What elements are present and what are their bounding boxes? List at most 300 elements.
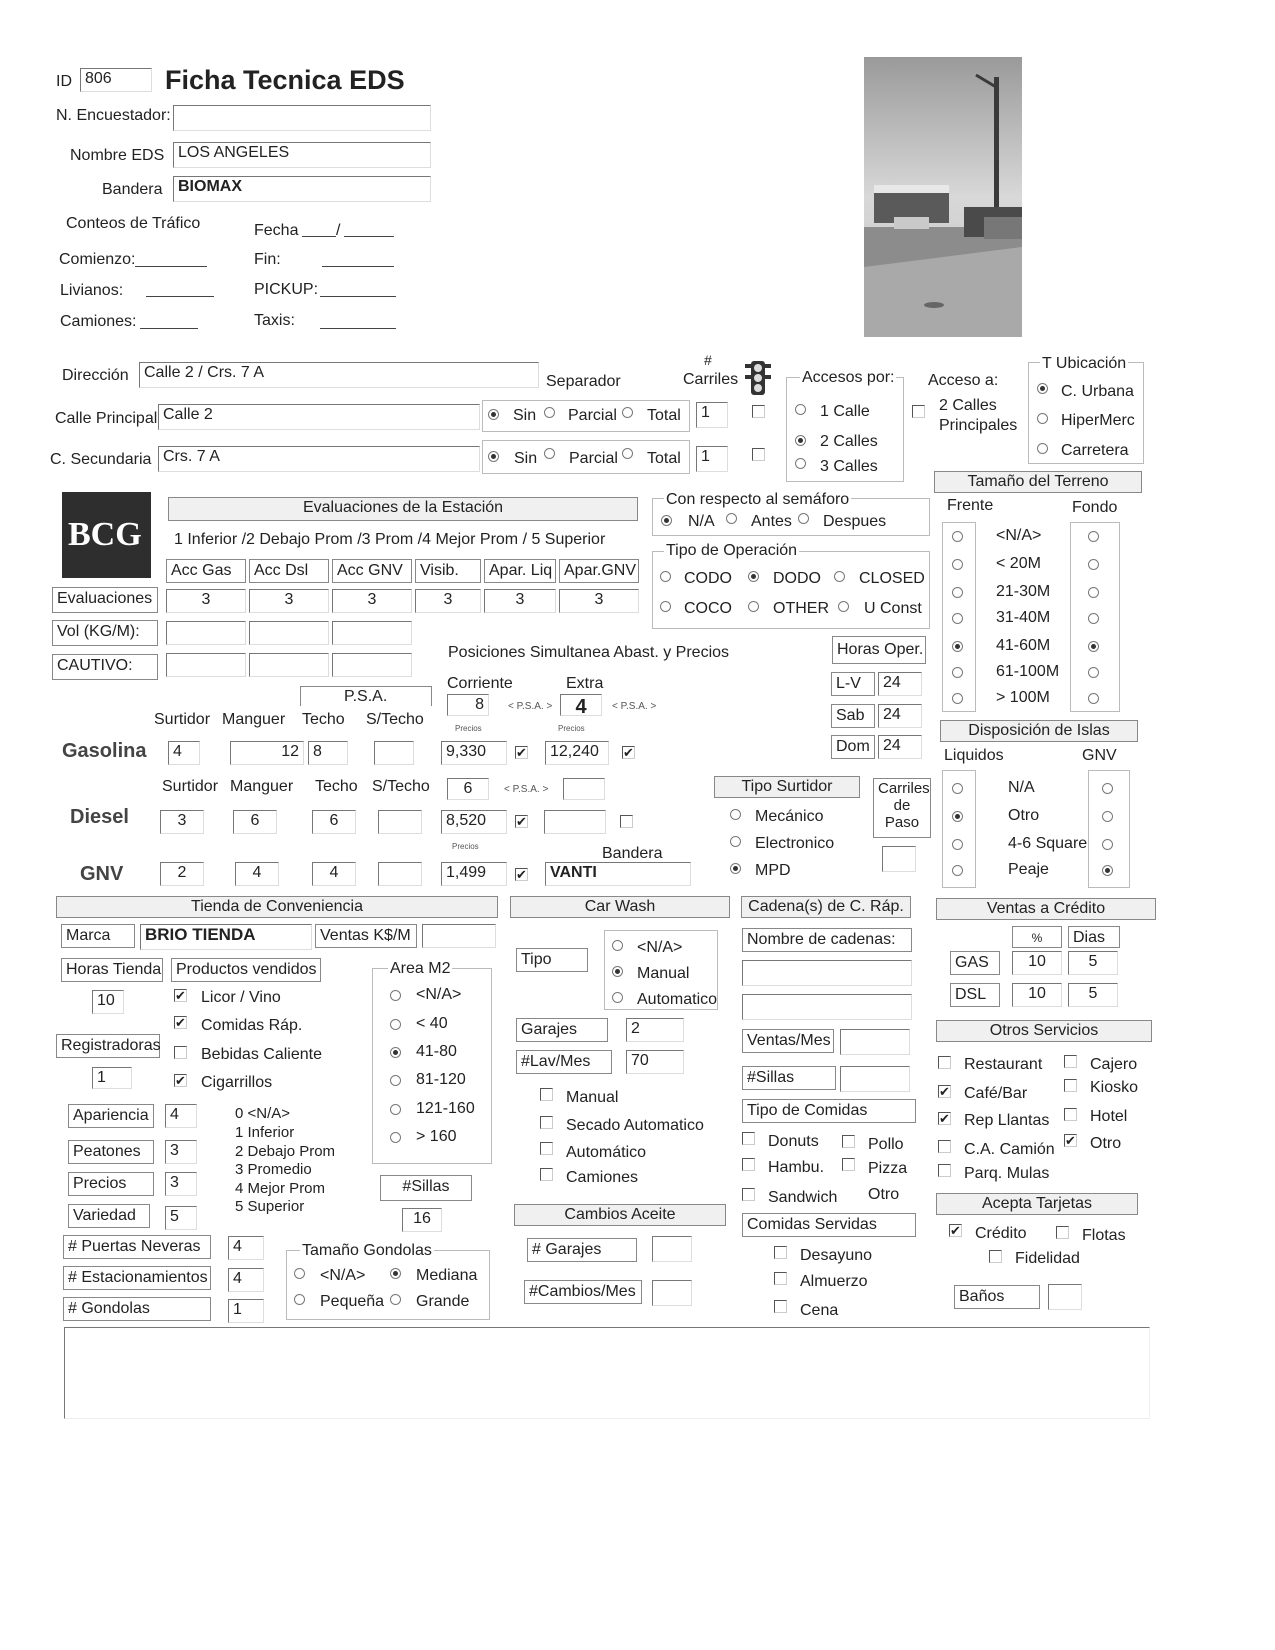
terreno-header: Tamaño del Terreno: [934, 471, 1142, 493]
carwash-type-manual-label: Manual: [566, 1089, 619, 1106]
operacion-uconst-radio[interactable]: [838, 601, 849, 612]
comida-pizza-checkbox[interactable]: [842, 1158, 855, 1171]
separador-principal-total-radio[interactable]: [622, 407, 633, 418]
horas-lv-field[interactable]: 24: [878, 672, 922, 696]
area-m2-radio[interactable]: [390, 990, 401, 1001]
servicio-camion-checkbox[interactable]: [938, 1140, 951, 1153]
operacion-closed-label: CLOSED: [859, 570, 925, 587]
extra-precio-checkbox[interactable]: ✔: [623, 745, 634, 760]
carwash-automatico-radio[interactable]: [612, 992, 623, 1003]
cambios-mes-label: #Cambios/Mes: [524, 1280, 642, 1304]
semaforo-title: Con respecto al semáforo: [666, 491, 850, 508]
separador-secundaria-total-label: Total: [647, 450, 681, 467]
accesos-2-calles-radio[interactable]: [795, 435, 806, 446]
islas-liquidos-radio[interactable]: [952, 839, 963, 850]
gnv-stecho-field[interactable]: [378, 862, 422, 886]
terreno-fondo-radio[interactable]: [1088, 693, 1099, 704]
servida-almuerzo-label: Almuerzo: [800, 1273, 868, 1290]
page-title: Ficha Tecnica EDS: [165, 65, 405, 95]
vol-acc-gas-field[interactable]: [166, 621, 246, 645]
gasolina-techo-field[interactable]: 8: [308, 741, 348, 765]
carriles-paso-field[interactable]: [882, 846, 916, 872]
cadenas-sillas-field[interactable]: [840, 1066, 910, 1092]
cautivo-acc-gas-field[interactable]: [166, 653, 246, 677]
acceso-a-title: Acceso a:: [928, 372, 999, 389]
tienda-scale-text: 5 Superior: [235, 1198, 305, 1215]
apariencia-label: Apariencia: [68, 1104, 154, 1128]
fin-line[interactable]: [322, 266, 394, 267]
tipo-surtidor-header: Tipo Surtidor: [714, 776, 860, 798]
islas-gnv-radio[interactable]: [1102, 783, 1113, 794]
notes-area[interactable]: [64, 1327, 1150, 1419]
islas-gnv-radio[interactable]: [1102, 811, 1113, 822]
terreno-fondo-radio[interactable]: [1088, 531, 1099, 542]
nombre-eds-field[interactable]: LOS ANGELES: [173, 142, 431, 168]
encuestador-label: N. Encuestador:: [56, 107, 171, 124]
comida-donuts-label: Donuts: [768, 1133, 819, 1150]
gondola-pequena-radio[interactable]: [294, 1294, 305, 1305]
credito-dsl-pct-field[interactable]: 10: [1012, 983, 1062, 1007]
operacion-coco-label: COCO: [684, 600, 732, 617]
precios-field[interactable]: 3: [165, 1172, 197, 1196]
separador-secundaria-sin-radio[interactable]: [488, 451, 499, 462]
carwash-type-automatico-checkbox[interactable]: [540, 1142, 553, 1155]
area-m2-radio[interactable]: [390, 1019, 401, 1030]
calle-principal-field[interactable]: Calle 2: [158, 404, 480, 430]
cadenas-nombre-field-2[interactable]: [742, 994, 912, 1020]
terreno-option-label: 41-60M: [996, 637, 1051, 654]
eval-acc-dsl-field[interactable]: 3: [249, 589, 329, 613]
terreno-option-label: < 20M: [996, 555, 1041, 572]
surtidor-electronico-radio[interactable]: [730, 836, 741, 847]
area-m2-radio[interactable]: [390, 1047, 401, 1058]
operacion-dodo-label: DODO: [773, 570, 821, 587]
islas-liquidos-radio[interactable]: [952, 865, 963, 876]
traffic-light-icon: [743, 360, 773, 401]
area-m2-option-label: 81-120: [416, 1071, 466, 1088]
tarjeta-credito-label: Crédito: [975, 1225, 1027, 1242]
horas-oper-title: Horas Oper.: [832, 636, 926, 664]
comida-donuts-checkbox[interactable]: [742, 1132, 755, 1145]
vol-acc-gnv-field[interactable]: [332, 621, 412, 645]
semaforo-na-label: N/A: [688, 513, 715, 530]
eval-col-apar-liq: Apar. Liq: [484, 559, 556, 583]
diesel-extra-precio-checkbox[interactable]: [620, 815, 633, 828]
horas-tienda-field[interactable]: 10: [92, 990, 124, 1014]
eval-col-visib: Visib.: [415, 559, 481, 583]
peatones-field[interactable]: 3: [165, 1140, 197, 1164]
separador-secundaria-parcial-radio[interactable]: [544, 448, 555, 459]
conteos-title: Conteos de Tráfico: [66, 215, 201, 232]
separador-secundaria-sin-label: Sin: [514, 450, 538, 467]
diesel-surtidor-header: Surtidor: [162, 778, 219, 795]
diesel-extra-precio-field[interactable]: [544, 810, 606, 834]
credito-gas-dias-field[interactable]: 5: [1068, 951, 1118, 975]
terreno-fondo-radio[interactable]: [1088, 613, 1099, 624]
servida-almuerzo-checkbox[interactable]: [774, 1272, 787, 1285]
corriente-precio-checkbox[interactable]: ✔: [516, 745, 527, 760]
calle-secundaria-label: C. Secundaria: [50, 451, 152, 468]
principal-semaforo-checkbox[interactable]: [752, 405, 765, 418]
carwash-type-automatico-label: Automático: [566, 1144, 647, 1161]
producto-bebidas-checkbox[interactable]: [174, 1046, 187, 1059]
credito-gas-label: GAS: [950, 951, 1000, 975]
gasolina-manguer-field[interactable]: 12: [230, 741, 304, 765]
eval-col-acc-dsl: Acc Dsl: [249, 559, 329, 583]
garajes-field[interactable]: 2: [626, 1018, 684, 1042]
comida-pollo-checkbox[interactable]: [842, 1135, 855, 1148]
semaforo-na-radio[interactable]: [661, 515, 672, 526]
gnv-precio-field[interactable]: 1,499: [441, 862, 507, 886]
gondola-mediana-label: Mediana: [416, 1267, 478, 1284]
producto-licor-checkbox[interactable]: ✔: [175, 988, 186, 1003]
ubicacion-hipermerc-radio[interactable]: [1037, 413, 1048, 424]
servicio-hotel-checkbox[interactable]: [1064, 1108, 1077, 1121]
livianos-label: Livianos:: [60, 282, 124, 299]
diesel-manguer-field[interactable]: 6: [233, 810, 277, 834]
extra-precio-field[interactable]: 12,240: [545, 741, 609, 765]
tarjeta-flotas-label: Flotas: [1082, 1227, 1126, 1244]
servida-desayuno-checkbox[interactable]: [774, 1246, 787, 1259]
islas-liquidos-label: Liquidos: [944, 747, 1004, 764]
garajes-label: Garajes: [516, 1018, 608, 1042]
area-m2-title: Area M2: [390, 960, 451, 977]
accesos-1-calle-radio[interactable]: [795, 404, 806, 415]
accesos-2-calles-label: 2 Calles: [820, 433, 878, 450]
cambios-garajes-label: # Garajes: [527, 1238, 637, 1262]
gnv-surtidor-field[interactable]: 2: [160, 862, 204, 886]
semaforo-antes-radio[interactable]: [726, 513, 737, 524]
pickup-line[interactable]: [320, 296, 396, 297]
servicio-cafe-checkbox[interactable]: ✔: [939, 1084, 950, 1099]
area-m2-radio[interactable]: [390, 1104, 401, 1115]
tienda-ventas-label: Ventas K$/M: [315, 924, 417, 948]
banos-field[interactable]: [1048, 1284, 1082, 1310]
terreno-frente-radio[interactable]: [952, 613, 963, 624]
servicio-otro-checkbox[interactable]: ✔: [1065, 1133, 1076, 1148]
eval-col-acc-gas: Acc Gas: [166, 559, 246, 583]
fecha-slash: /: [336, 222, 341, 239]
operacion-other-label: OTHER: [773, 600, 829, 617]
area-m2-option-label: < 40: [416, 1015, 448, 1032]
separador-principal-total-label: Total: [647, 407, 681, 424]
gasolina-techo-header: Techo: [302, 711, 345, 728]
puertas-neveras-field[interactable]: 4: [228, 1236, 264, 1260]
gnv-bandera-field[interactable]: VANTI: [545, 862, 691, 886]
nombre-eds-label: Nombre EDS: [70, 147, 165, 164]
surtidor-mpd-radio[interactable]: [730, 863, 741, 874]
horas-sab-label: Sab: [831, 704, 875, 728]
registradoras-field[interactable]: 1: [92, 1067, 132, 1089]
diesel-psa-tag: < P.S.A. >: [504, 784, 549, 795]
comida-hambu-label: Hambu.: [768, 1159, 825, 1176]
producto-comidas-checkbox[interactable]: ✔: [175, 1015, 186, 1030]
gondola-na-radio[interactable]: [294, 1268, 305, 1279]
extra-psa-tag: < P.S.A. >: [612, 701, 657, 712]
gondolas-label: # Gondolas: [63, 1297, 211, 1321]
servicio-cajero-label: Cajero: [1090, 1056, 1138, 1073]
separador-title: Separador: [546, 373, 621, 390]
calle-secundaria-field[interactable]: Crs. 7 A: [158, 446, 480, 472]
carwash-na-radio[interactable]: [612, 940, 623, 951]
horas-sab-field[interactable]: 24: [878, 704, 922, 728]
diesel-manguer-header: Manguer: [230, 778, 294, 795]
islas-option-label: Otro: [1008, 807, 1040, 824]
islas-header: Disposición de Islas: [940, 720, 1138, 742]
livianos-line[interactable]: [146, 296, 214, 297]
tienda-marca-label: Marca: [61, 924, 135, 948]
operacion-other-radio[interactable]: [748, 601, 759, 612]
tienda-ventas-field[interactable]: [422, 924, 496, 948]
separador-secundaria-parcial-label: Parcial: [569, 450, 618, 467]
horas-tienda-label: Horas Tienda: [61, 958, 163, 982]
comida-hambu-checkbox[interactable]: [742, 1158, 755, 1171]
carriles-paso-label: Carriles de Paso: [873, 778, 931, 838]
cambios-mes-field[interactable]: [652, 1280, 692, 1306]
corriente-precios-caption: Precios: [455, 724, 482, 733]
ubicacion-title: T Ubicación: [1042, 355, 1127, 372]
operacion-closed-radio[interactable]: [834, 571, 845, 582]
eval-acc-gnv-field[interactable]: 3: [332, 589, 412, 613]
terreno-fondo-radio[interactable]: [1088, 667, 1099, 678]
eval-visib-field[interactable]: 3: [415, 589, 481, 613]
servicio-kiosko-label: Kiosko: [1090, 1079, 1139, 1096]
cambios-garajes-field[interactable]: [652, 1236, 692, 1262]
eval-apar-gnv-field[interactable]: 3: [559, 589, 639, 613]
terreno-frente-radio[interactable]: [952, 641, 963, 652]
servida-desayuno-label: Desayuno: [800, 1247, 873, 1264]
terreno-frente-radio[interactable]: [952, 667, 963, 678]
terreno-frente-radio[interactable]: [952, 693, 963, 704]
encuestador-field[interactable]: [173, 105, 431, 131]
diesel-psa-extra-field[interactable]: [563, 778, 605, 800]
otros-servicios-header: Otros Servicios: [936, 1020, 1152, 1042]
direccion-label: Dirección: [62, 367, 129, 384]
operacion-dodo-radio[interactable]: [748, 571, 759, 582]
accesos-title: Accesos por:: [802, 369, 895, 386]
diesel-techo-header: Techo: [315, 778, 358, 795]
carwash-manual-label: Manual: [637, 965, 690, 982]
islas-liquidos-radio[interactable]: [952, 783, 963, 794]
carwash-type-camiones-checkbox[interactable]: [540, 1168, 553, 1181]
carwash-type-secado-checkbox[interactable]: [540, 1116, 553, 1129]
vol-row-label: Vol (KG/M):: [52, 620, 158, 646]
terreno-option-label: 61-100M: [996, 663, 1060, 680]
carwash-type-secado-label: Secado Automatico: [566, 1117, 704, 1134]
terreno-fondo-radio[interactable]: [1088, 587, 1099, 598]
acceso-2-calles-label: 2 Calles: [939, 397, 997, 414]
servicio-llantas-checkbox[interactable]: ✔: [939, 1111, 950, 1126]
islas-gnv-radio[interactable]: [1102, 839, 1113, 850]
servicio-kiosko-checkbox[interactable]: [1064, 1079, 1077, 1092]
fecha-month-line[interactable]: [344, 236, 394, 237]
semaforo-antes-label: Antes: [751, 513, 792, 530]
extra-psa-field[interactable]: 4: [560, 694, 602, 716]
id-field[interactable]: 806: [80, 68, 152, 92]
diesel-precio-field[interactable]: 8,520: [441, 810, 507, 834]
cadenas-sillas-label: #Sillas: [742, 1066, 836, 1090]
accesos-1-calle-label: 1 Calle: [820, 403, 870, 420]
terreno-option-label: 31-40M: [996, 609, 1051, 626]
bandera-field[interactable]: BIOMAX: [173, 176, 431, 202]
eval-apar-liq-field[interactable]: 3: [484, 589, 556, 613]
fecha-day-line[interactable]: [302, 236, 336, 237]
tienda-sillas-field[interactable]: 16: [402, 1208, 442, 1232]
servicio-restaurant-checkbox[interactable]: [938, 1056, 951, 1069]
semaforo-despues-radio[interactable]: [798, 513, 809, 524]
surtidor-mpd-label: MPD: [755, 862, 791, 879]
credito-dsl-dias-field[interactable]: 5: [1068, 983, 1118, 1007]
terreno-frente-radio[interactable]: [952, 531, 963, 542]
horas-dom-field[interactable]: 24: [878, 735, 922, 759]
gondola-grande-radio[interactable]: [390, 1294, 401, 1305]
productos-vendidos-label: Productos vendidos: [171, 958, 321, 982]
gnv-techo-field[interactable]: 4: [312, 862, 356, 886]
taxis-line[interactable]: [320, 328, 396, 329]
lavmes-field[interactable]: 70: [626, 1050, 684, 1074]
separador-principal-sin-radio[interactable]: [488, 409, 499, 420]
gnv-precio-checkbox[interactable]: ✔: [516, 867, 527, 882]
accesos-3-calles-label: 3 Calles: [820, 458, 878, 475]
comida-sandwich-checkbox[interactable]: [742, 1188, 755, 1201]
evaluaciones-scale: 1 Inferior /2 Debajo Prom /3 Prom /4 Mejor Prom / 5 Superior: [174, 531, 606, 548]
carwash-automatico-label: Automatico: [637, 991, 718, 1008]
carriles-title: Carriles: [683, 371, 739, 388]
tarjeta-fidelidad-checkbox[interactable]: [989, 1250, 1002, 1263]
islas-option-label: Peaje: [1008, 861, 1049, 878]
diesel-psa-field[interactable]: 6: [447, 778, 489, 800]
puertas-neveras-label: # Puertas Neveras: [63, 1235, 211, 1259]
horas-lv-label: L-V: [831, 672, 875, 696]
ubicacion-carretera-radio[interactable]: [1037, 443, 1048, 454]
producto-cigarrillos-label: Cigarrillos: [201, 1074, 273, 1091]
tienda-sillas-label: #Sillas: [380, 1175, 472, 1201]
terreno-option-label: > 100M: [996, 689, 1050, 706]
camiones-label: Camiones:: [60, 313, 137, 330]
cautivo-acc-gnv-field[interactable]: [332, 653, 412, 677]
carriles-secundaria-field[interactable]: 1: [696, 446, 728, 472]
tienda-marca-field[interactable]: BRIO TIENDA: [140, 924, 312, 950]
producto-bebidas-label: Bebidas Caliente: [201, 1046, 322, 1063]
tarjetas-header: Acepta Tarjetas: [936, 1193, 1138, 1215]
diesel-surtidor-field[interactable]: 3: [160, 810, 204, 834]
servicio-llantas-label: Rep Llantas: [964, 1112, 1050, 1129]
accesos-3-calles-radio[interactable]: [795, 458, 806, 469]
credito-dias-label: Dias: [1068, 926, 1120, 948]
terreno-frente-radio[interactable]: [952, 559, 963, 570]
servicio-cajero-checkbox[interactable]: [1064, 1055, 1077, 1068]
carwash-type-manual-checkbox[interactable]: [540, 1088, 553, 1101]
producto-licor-label: Licor / Vino: [201, 989, 281, 1006]
terreno-frente-radio[interactable]: [952, 587, 963, 598]
gasolina-stecho-header: S/Techo: [366, 711, 424, 728]
cadenas-ventas-label: Ventas/Mes: [742, 1029, 834, 1053]
acceso-2-calles-checkbox[interactable]: [912, 405, 925, 418]
servida-cena-checkbox[interactable]: [774, 1300, 787, 1313]
eval-acc-gas-field[interactable]: 3: [166, 589, 246, 613]
operacion-group: [652, 551, 930, 629]
tienda-scale-text: 0 <N/A>: [235, 1105, 291, 1122]
vol-acc-dsl-field[interactable]: [249, 621, 329, 645]
carwash-header: Car Wash: [510, 896, 730, 918]
bcg-logo-text: BCG: [68, 516, 142, 553]
cadenas-ventas-field[interactable]: [840, 1029, 910, 1055]
camiones-line[interactable]: [140, 328, 198, 329]
surtidor-mecanico-radio[interactable]: [730, 809, 741, 820]
gasolina-stecho-field[interactable]: [374, 741, 414, 765]
corriente-precio-field[interactable]: 9,330: [441, 741, 507, 765]
surtidor-mecanico-label: Mecánico: [755, 808, 824, 825]
servicio-mulas-checkbox[interactable]: [938, 1164, 951, 1177]
gondola-mediana-radio[interactable]: [390, 1268, 401, 1279]
area-m2-option-label: <N/A>: [416, 986, 462, 1003]
gasolina-surtidor-field[interactable]: 4: [168, 741, 200, 765]
separador-principal-parcial-radio[interactable]: [544, 407, 555, 418]
comida-sandwich-label: Sandwich: [768, 1189, 838, 1206]
islas-gnv-radio[interactable]: [1102, 865, 1113, 876]
servicio-mulas-label: Parq. Mulas: [964, 1165, 1050, 1182]
carwash-na-label: <N/A>: [637, 939, 683, 956]
surtidor-electronico-label: Electronico: [755, 835, 835, 852]
islas-liquidos-radio[interactable]: [952, 811, 963, 822]
comienzo-line[interactable]: [135, 266, 207, 267]
carriles-hash: #: [704, 352, 712, 368]
corriente-psa-field[interactable]: 8: [447, 694, 489, 716]
ubicacion-urbana-radio[interactable]: [1037, 383, 1048, 394]
diesel-techo-field[interactable]: 6: [312, 810, 356, 834]
servicio-camion-label: C.A. Camión: [964, 1141, 1055, 1158]
station-photo: [864, 57, 1022, 337]
area-m2-radio[interactable]: [390, 1132, 401, 1143]
terreno-fondo-radio[interactable]: [1088, 641, 1099, 652]
secundaria-semaforo-checkbox[interactable]: [752, 448, 765, 461]
gnv-manguer-field[interactable]: 4: [235, 862, 279, 886]
cautivo-acc-dsl-field[interactable]: [249, 653, 329, 677]
variedad-field[interactable]: 5: [165, 1206, 197, 1230]
cadenas-header: Cadena(s) de C. Ráp.: [741, 896, 911, 918]
bcg-logo: [62, 492, 151, 578]
separador-secundaria-total-radio[interactable]: [622, 448, 633, 459]
area-m2-option-label: 121-160: [416, 1100, 475, 1117]
credito-gas-pct-field[interactable]: 10: [1012, 951, 1062, 975]
gnv-bandera-label: Bandera: [602, 845, 663, 862]
tarjeta-credito-checkbox[interactable]: ✔: [950, 1223, 961, 1238]
carriles-principal-field[interactable]: 1: [696, 402, 728, 428]
terreno-fondo-radio[interactable]: [1088, 559, 1099, 570]
area-m2-radio[interactable]: [390, 1075, 401, 1086]
gondolas-field[interactable]: 1: [228, 1299, 264, 1323]
operacion-codo-radio[interactable]: [660, 571, 671, 582]
tarjeta-flotas-checkbox[interactable]: [1056, 1226, 1069, 1239]
cadenas-nombre-field-1[interactable]: [742, 960, 912, 986]
producto-cigarrillos-checkbox[interactable]: ✔: [175, 1073, 186, 1088]
diesel-precio-checkbox[interactable]: ✔: [516, 814, 527, 829]
corriente-psa-tag: < P.S.A. >: [508, 701, 553, 712]
extra-precios-caption: Precios: [558, 724, 585, 733]
terreno-fondo-label: Fondo: [1072, 499, 1118, 516]
cautivo-row-label: CAUTIVO:: [52, 654, 158, 680]
ubicacion-urbana-label: C. Urbana: [1061, 383, 1134, 400]
carwash-tipo-label: Tipo: [516, 948, 588, 972]
operacion-coco-radio[interactable]: [660, 601, 671, 612]
gondola-grande-label: Grande: [416, 1293, 470, 1310]
carwash-manual-radio[interactable]: [612, 966, 623, 977]
gondola-na-label: <N/A>: [320, 1267, 366, 1284]
diesel-stecho-field[interactable]: [378, 810, 422, 834]
estacionamientos-field[interactable]: 4: [228, 1268, 264, 1292]
apariencia-field[interactable]: 4: [165, 1104, 197, 1128]
direccion-field[interactable]: Calle 2 / Crs. 7 A: [139, 362, 539, 388]
